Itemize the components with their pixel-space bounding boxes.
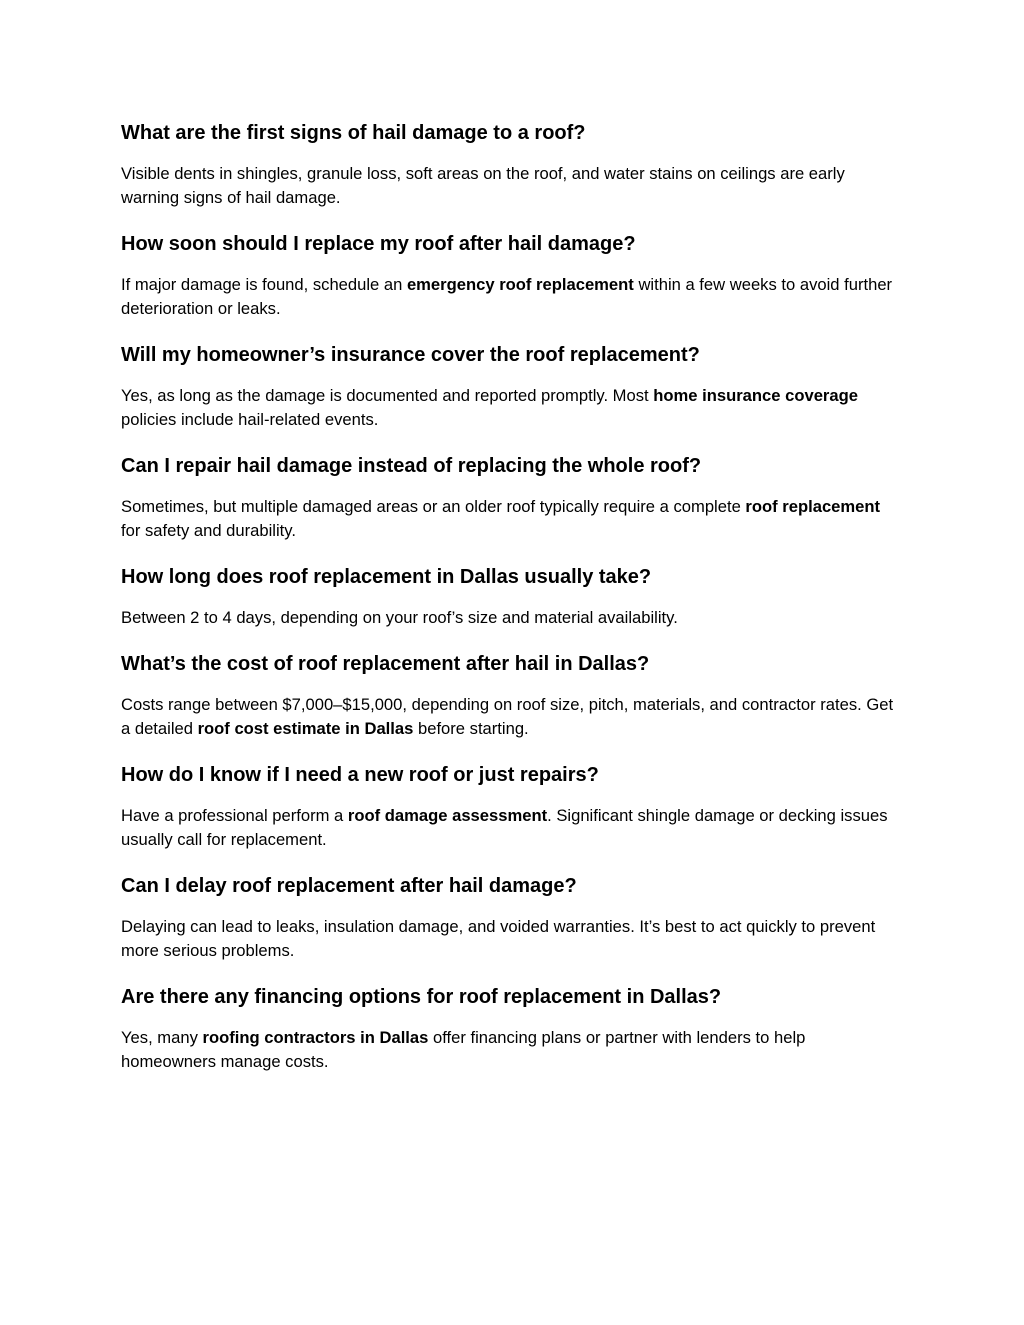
faq-question: What are the first signs of hail damage to a roof? <box>121 122 586 144</box>
faq-answer <box>121 606 896 630</box>
faq-item <box>121 649 896 741</box>
answer-emphasis: emergency roof replacement <box>406 275 634 294</box>
faq-question: What’s the cost of roof replacement after hail in Dallas? <box>121 653 650 675</box>
answer-text: Sometimes, but multiple damaged areas or an older roof typically require a complete <box>121 497 746 516</box>
faq-answer <box>121 804 896 852</box>
faq-answer <box>121 384 896 432</box>
faq-item <box>121 562 896 630</box>
answer-text: Have a professional perform a <box>121 806 348 825</box>
answer-text: Yes, many <box>121 1028 203 1047</box>
answer-emphasis: roof cost estimate in Dallas <box>197 719 414 738</box>
answer-text: before starting. <box>413 719 529 738</box>
answer-text: Costs range between $7,000–$15,000, depending on roof size, pitch, materials, and contractor rates. Get a detailed <box>121 695 894 738</box>
answer-text: for safety and durability. <box>121 521 296 540</box>
faq-question: Can I repair hail damage instead of replacing the whole roof? <box>121 455 702 477</box>
answer-text: Visible dents in shingles, granule loss, soft areas on the roof, and water stains on ceilings are early warning signs of hail damage. <box>121 164 845 207</box>
faq-item <box>121 982 896 1074</box>
answer-emphasis: roofing contractors in Dallas <box>202 1028 429 1047</box>
faq-question: Are there any financing options for roof replacement in Dallas? <box>121 986 722 1008</box>
faq-answer <box>121 162 896 210</box>
faq-question: How do I know if I need a new roof or just repairs? <box>121 764 599 786</box>
faq-item <box>121 760 896 852</box>
faq-item <box>121 229 896 321</box>
answer-text: Delaying can lead to leaks, insulation damage, and voided warranties. It’s best to act quickly to prevent more serious problems. <box>121 917 876 960</box>
faq-answer <box>121 915 896 963</box>
faq-document <box>121 118 896 1093</box>
answer-text: offer financing plans or partner with lenders to help homeowners manage costs. <box>121 1028 806 1071</box>
faq-question: Can I delay roof replacement after hail damage? <box>121 875 577 897</box>
faq-answer <box>121 693 896 741</box>
faq-answer <box>121 495 896 543</box>
answer-text: . Significant shingle damage or decking issues usually call for replacement. <box>121 806 888 849</box>
faq-answer <box>121 1026 896 1074</box>
answer-text: Between 2 to 4 days, depending on your roof’s size and material availability. <box>121 608 678 627</box>
answer-text: policies include hail-related events. <box>121 410 379 429</box>
faq-question: Will my homeowner’s insurance cover the roof replacement? <box>121 344 700 366</box>
answer-emphasis: home insurance coverage <box>653 386 858 405</box>
answer-text: within a few weeks to avoid further deterioration or leaks. <box>121 275 893 318</box>
faq-item <box>121 871 896 963</box>
answer-emphasis: roof damage assessment <box>347 806 548 825</box>
answer-emphasis: roof replacement <box>745 497 881 516</box>
faq-answer <box>121 273 896 321</box>
answer-text: Yes, as long as the damage is documented and reported promptly. Most <box>121 386 654 405</box>
faq-item <box>121 340 896 432</box>
faq-item <box>121 451 896 543</box>
answer-text: If major damage is found, schedule an <box>121 275 407 294</box>
faq-question: How soon should I replace my roof after hail damage? <box>121 233 636 255</box>
faq-question: How long does roof replacement in Dallas usually take? <box>121 566 652 588</box>
faq-item <box>121 118 896 210</box>
